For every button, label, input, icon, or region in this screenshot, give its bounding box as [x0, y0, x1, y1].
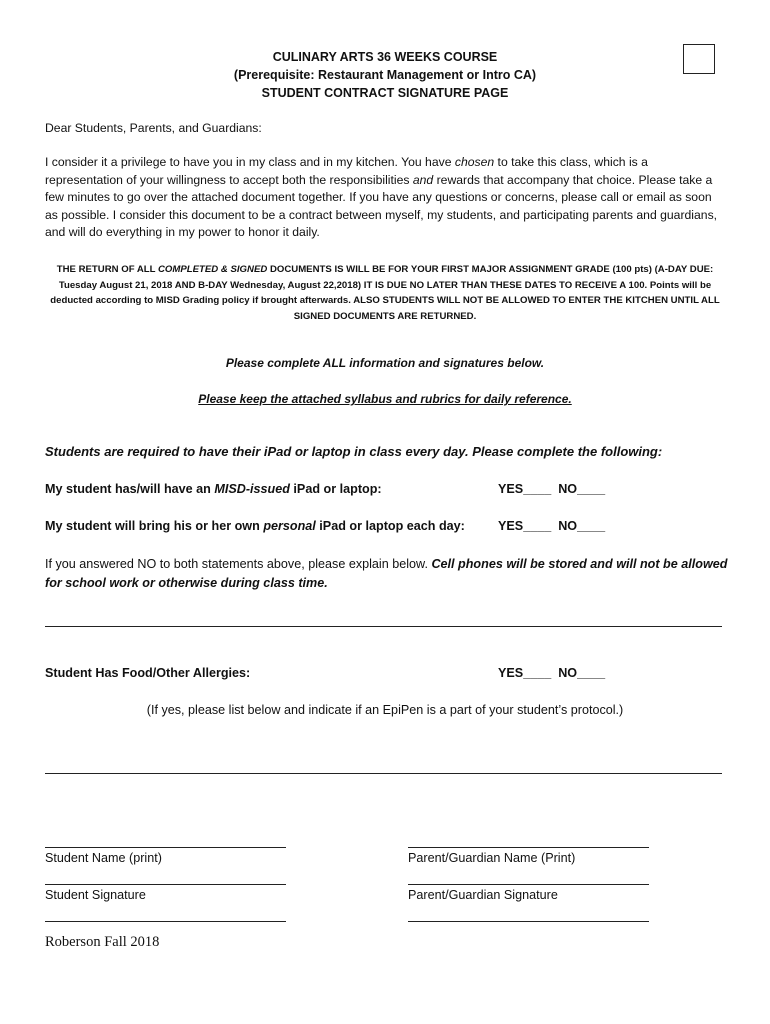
parent-name-line[interactable]	[408, 847, 649, 848]
notice-text-2: DOCUMENTS IS WILL BE FOR YOUR FIRST MAJOR ASSIGNMENT GRADE (100 pts) (A-DAY DUE: Tuesday August 21, 2018 AND B-DAY Wednesday, August 22,2018) IT IS DUE NO LATER THAN THESE DATES TO RECEIVE A 100. Points will be deducted according to MISD Grading policy if brought afterwards. ALSO STUDENTS WILL NOT BE ALLOWED TO ENTER THE KITCHEN UNTIL ALL SIGNED DOCUMENTS ARE RETURNED.	[50, 264, 720, 323]
parent-signature-line[interactable]	[408, 884, 649, 885]
parent-date-line[interactable]	[408, 921, 649, 922]
explanation-line[interactable]	[45, 626, 722, 627]
cell-phone-policy: Cell phones will be stored and will not be allowed for school work or otherwise during class time.	[45, 557, 728, 590]
parent-name-label: Parent/Guardian Name (Print)	[408, 851, 576, 865]
student-date-line[interactable]	[45, 921, 286, 922]
allergy-question: Student Has Food/Other Allergies:	[45, 666, 251, 680]
instruction-keep-syllabus: Please keep the attached syllabus and rubrics for daily reference.	[198, 392, 572, 406]
q2-text-1: My student will bring his or her own	[45, 519, 264, 533]
instruction-complete: Please complete ALL information and signatures below.	[225, 356, 545, 370]
device-requirement-title: Students are required to have their iPad or laptop in class every day. Please complete the following:	[45, 444, 663, 459]
page-title: STUDENT CONTRACT SIGNATURE PAGE	[261, 86, 509, 100]
course-title: CULINARY ARTS 36 WEEKS COURSE	[272, 50, 498, 64]
footer-text: Roberson Fall 2018	[45, 934, 160, 950]
intro-text-1: I consider it a privilege to have you in my class and in my kitchen. You have	[45, 155, 455, 169]
notice-text-1: THE RETURN OF ALL	[56, 264, 158, 275]
intro-text-3: rewards that accompany that choice. Please take a few minutes to go over the attached document together. If you have any questions or concerns, please call or email as soon as possible. I consider this document to be a contract between myself, my students, and participating parents and guardians, and will do everything in my power to honor it daily.	[45, 172, 718, 240]
yes-no-blank[interactable]: YES____ NO____	[498, 482, 606, 496]
q2-text-2: iPad or laptop each day:	[315, 519, 465, 533]
allergy-note: (If yes, please list below and indicate if an EpiPen is a part of your student’s protocol.)	[146, 703, 624, 717]
intro-paragraph	[45, 154, 725, 242]
student-name-label: Student Name (print)	[45, 851, 162, 865]
explain-text: If you answered NO to both statements above, please explain below.	[45, 557, 432, 571]
allergy-line[interactable]	[45, 773, 722, 774]
question-personal-device	[45, 519, 465, 533]
yes-no-blank[interactable]: YES____ NO____	[498, 666, 606, 680]
q1-text-1: My student has/will have an	[45, 482, 215, 496]
prerequisite-line: (Prerequisite: Restaurant Management or Intro CA)	[233, 68, 537, 82]
yes-no-blank[interactable]: YES____ NO____	[498, 519, 606, 533]
document-header	[0, 48, 770, 102]
q1-text-2: iPad or laptop:	[289, 482, 382, 496]
question-misd-device	[45, 482, 382, 496]
notice-emphasis: COMPLETED & SIGNED	[158, 264, 268, 275]
explanation-instruction	[45, 555, 735, 593]
parent-signature-label: Parent/Guardian Signature	[408, 888, 558, 902]
q1-emphasis: MISD-issued	[214, 482, 290, 496]
student-signature-label: Student Signature	[45, 888, 146, 902]
greeting: Dear Students, Parents, and Guardians:	[45, 121, 262, 135]
return-notice	[40, 262, 730, 325]
student-name-line[interactable]	[45, 847, 286, 848]
student-signature-line[interactable]	[45, 884, 286, 885]
q2-emphasis: personal	[263, 519, 316, 533]
intro-and: and	[412, 172, 434, 187]
intro-text-2: to take this class, which is a representation of your willingness to accept both the responsibilities	[45, 155, 648, 187]
intro-chosen: chosen	[454, 155, 495, 169]
